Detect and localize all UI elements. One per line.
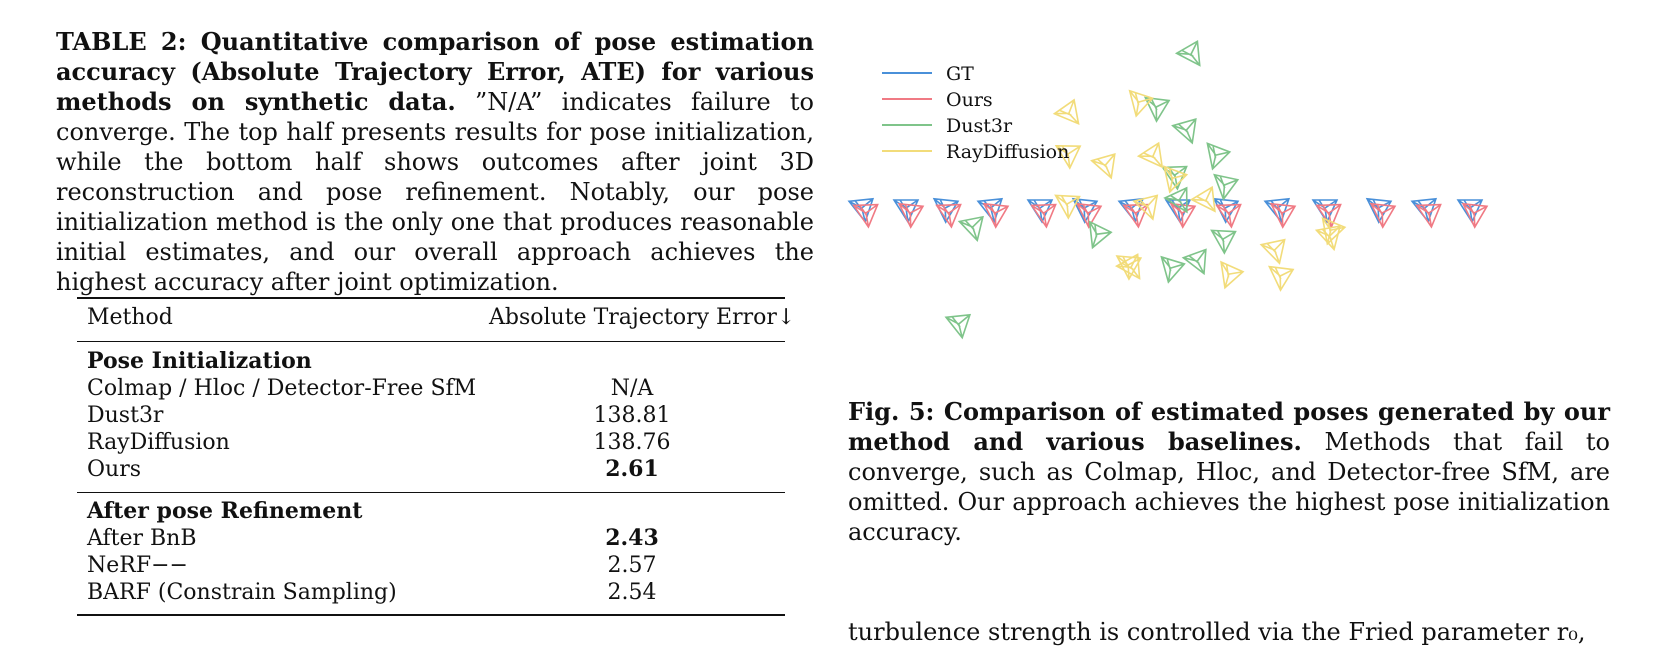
figure-caption-label: Fig. 5: Comparison of estimated poses generated by our method and various baselines. [848, 397, 1610, 456]
frustum-ours [1032, 205, 1057, 228]
frustum-dust3r [1199, 143, 1229, 172]
frustum-dust3r [1155, 257, 1184, 285]
frustum-dust3r [959, 217, 987, 243]
figure-legend [882, 63, 1069, 163]
pose-figure [870, 40, 1590, 370]
table-row-ate: N/A [610, 376, 654, 401]
frustum-ours [1369, 204, 1395, 228]
frustum-raydiffusion [1212, 262, 1243, 292]
table-row-method: RayDiffusion [87, 430, 230, 455]
camera-frustums [849, 41, 1487, 339]
frustum-raydiffusion [1267, 267, 1294, 292]
frustum-dust3r [1183, 249, 1213, 278]
table-section-title: After pose Refinement [87, 498, 363, 524]
pose-plot [870, 40, 1590, 370]
figure-caption-text: Methods that fail to converge, such as Colmap, Hloc, and Detector-free SfM, are omitted. Our approach achieves the highest pose initialization accuracy. [848, 428, 1610, 546]
frustum-raydiffusion [1092, 154, 1121, 182]
table-row-ate: 138.81 [593, 403, 671, 428]
legend-label-gt: GT [946, 63, 974, 85]
table-bottom-rule [77, 614, 785, 616]
frustum-ours [897, 204, 923, 228]
frustum-ours [1169, 204, 1195, 228]
table-row-method: NeRF−− [87, 553, 188, 578]
table-caption-label: TABLE 2: Quantitative comparison of pose estimation accuracy (Absolute Trajectory Error, ATE) for various methods on synthetic data. [56, 27, 814, 116]
frustum-dust3r [1173, 119, 1202, 147]
table-mid-rule [77, 492, 785, 493]
figure-caption [848, 397, 1610, 547]
frustum-ours [1124, 205, 1149, 228]
frustum-ours [1461, 204, 1487, 228]
frustum-ours [854, 205, 879, 228]
frustum-raydiffusion [1054, 100, 1086, 132]
body-text: turbulence strength is controlled via the Fried parameter r₀, [848, 618, 1586, 646]
table-row-method: Ours [87, 457, 142, 482]
table-caption [56, 27, 814, 297]
legend-label-dust3r: Dust3r [946, 115, 1013, 137]
frustum-ours [1269, 204, 1295, 228]
frustum-ours [937, 205, 962, 228]
table-top-rule [77, 297, 785, 299]
legend-label-raydiffusion: RayDiffusion [946, 141, 1070, 163]
table-section-title: Pose Initialization [87, 348, 312, 374]
frustum-dust3r [1210, 230, 1235, 253]
table-header-ate: Absolute Trajectory Error↓ [489, 305, 796, 330]
table-row-method: Dust3r [87, 403, 164, 428]
table-row-method: BARF (Constrain Sampling) [87, 580, 397, 605]
frustum-raydiffusion [1261, 240, 1289, 267]
frustum-dust3r [946, 315, 972, 339]
table-row-ate: 2.43 [605, 525, 659, 551]
frustum-raydiffusion [1054, 195, 1079, 218]
frustum-dust3r [1177, 41, 1209, 72]
frustum-raydiffusion [1134, 195, 1163, 222]
table-header-method: Method [87, 305, 173, 330]
frustum-ours [982, 204, 1008, 228]
frustum-ours [1217, 205, 1242, 228]
table-row-method: Colmap / Hloc / Detector-Free SfM [87, 376, 477, 401]
table-header-rule [77, 341, 785, 342]
table-row-ate: 2.57 [607, 553, 657, 578]
table-row-ate: 138.76 [593, 430, 671, 455]
frustum-ours [1417, 205, 1442, 228]
legend-label-ours: Ours [946, 89, 993, 111]
frustum-dust3r [1143, 98, 1170, 123]
table-row-ate: 2.54 [607, 580, 657, 605]
table-row-ate: 2.61 [605, 456, 659, 482]
frustum-dust3r [1080, 222, 1111, 252]
table-row-method: After BnB [87, 526, 197, 551]
table-caption-text: ”N/A” indicates failure to converge. The top half presents results for pose initialization, while the bottom half shows outcomes after joint 3D reconstruction and pose refinement. Notably, our pose initialization method is the only one that produces reasonable initial estimates, and our overall approach achieves the highest accuracy after joint optimization. [56, 88, 814, 296]
